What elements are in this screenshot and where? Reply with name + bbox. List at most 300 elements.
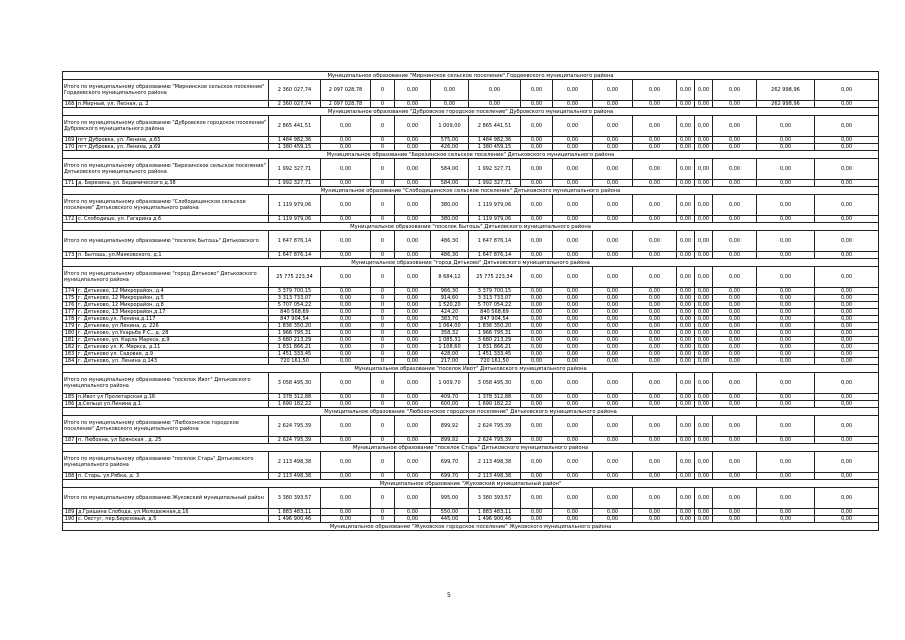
section-header: Муниципальное образование "Слободищенское сельское поселение" Дятьковского муниципального района [63, 187, 879, 195]
row-number: 179 [63, 323, 77, 330]
total-value-cell: 0,00 [713, 452, 757, 473]
row-value-cell: 0,00 [757, 295, 815, 302]
row-value-cell: 0,00 [321, 337, 371, 344]
total-value-cell: 0,00 [321, 488, 371, 509]
row-value-cell: 5 707 054,22 [469, 302, 521, 309]
total-value-cell: 0,00 [815, 80, 879, 101]
row-value-cell: 0,00 [395, 509, 431, 516]
total-value-cell: 0,00 [695, 231, 713, 252]
total-value-cell: 0 [371, 488, 395, 509]
row-value-cell: 0,00 [757, 180, 815, 187]
page-number: 5 [447, 592, 451, 599]
row-value-cell: 0,00 [695, 330, 713, 337]
row-value-cell: 0,00 [431, 101, 469, 108]
total-value-cell: 0,00 [815, 452, 879, 473]
total-value-cell: 0,00 [815, 373, 879, 394]
row-value-cell: 0,00 [713, 101, 757, 108]
total-value-cell: 0,00 [553, 267, 593, 288]
row-value-cell: 0,00 [677, 509, 695, 516]
row-value-cell: 217,00 [431, 358, 469, 365]
row-value-cell: 1 520,20 [431, 302, 469, 309]
total-value-cell: 0,00 [593, 231, 633, 252]
row-number: 190 [63, 516, 77, 523]
section-header: Муниципальное образование "Жуковский муниципальный район" [63, 480, 879, 488]
section-header-row [63, 365, 879, 373]
row-value-cell: 0,00 [815, 302, 879, 309]
row-value-cell: 0,00 [677, 323, 695, 330]
row-value-cell: 0,00 [695, 101, 713, 108]
total-value-cell: 0,00 [321, 416, 371, 437]
row-number: 183 [63, 351, 77, 358]
row-value-cell: 0,00 [815, 509, 879, 516]
total-value-cell: 2 113 498,38 [269, 452, 321, 473]
section-header: Муниципальное образование "Березинское сельское поселение" Дятьковского муниципального района [63, 151, 879, 159]
total-value-cell: 0,00 [677, 116, 695, 137]
total-value-cell: 0,00 [815, 116, 879, 137]
row-value-cell: 0,00 [757, 288, 815, 295]
table-row [63, 351, 879, 358]
total-value-cell: 3 380 393,57 [469, 488, 521, 509]
row-value-cell: 0,00 [815, 323, 879, 330]
row-value-cell: 0,00 [521, 437, 553, 444]
row-value-cell: 0,00 [677, 309, 695, 316]
row-value-cell: 0,00 [713, 137, 757, 144]
row-value-cell: 0,00 [757, 302, 815, 309]
row-value-cell: 0,00 [395, 473, 431, 480]
row-value-cell: 0,00 [713, 358, 757, 365]
row-value-cell: 0,00 [321, 252, 371, 259]
row-value-cell: 486,30 [431, 252, 469, 259]
row-value-cell: 0,00 [593, 144, 633, 151]
row-value-cell: 0 [371, 252, 395, 259]
row-value-cell: 0,00 [321, 316, 371, 323]
section-header: Муниципальное образование "Мирнинское сельское поселение" Гордеевского муниципального района [63, 72, 879, 80]
row-value-cell: 0,00 [521, 216, 553, 223]
register-body [63, 72, 879, 531]
row-value-cell: 0,00 [521, 323, 553, 330]
total-value-cell: 584,00 [431, 159, 469, 180]
row-value-cell: 0,00 [633, 316, 677, 323]
row-value-cell: 0,00 [677, 516, 695, 523]
table-row [63, 137, 879, 144]
total-value-cell: 0,00 [695, 195, 713, 216]
row-value-cell: 0,00 [553, 144, 593, 151]
total-value-cell: 2 865 441,51 [269, 116, 321, 137]
row-value-cell: 0,00 [593, 323, 633, 330]
row-value-cell: 0,00 [633, 323, 677, 330]
total-value-cell: 0,00 [695, 373, 713, 394]
total-label: Итого по муниципальному образованию "поселок Ивот" Дятьковского муниципального района [63, 373, 269, 394]
row-value-cell: 0,00 [395, 216, 431, 223]
row-value-cell: 0,00 [321, 394, 371, 401]
row-value-cell: 0,00 [633, 516, 677, 523]
row-value-cell: 0,00 [521, 288, 553, 295]
row-value-cell: 1 380 459,15 [269, 144, 321, 151]
row-address: д.Гришина Слобода, ул.Молодежная,д.16 [77, 509, 269, 516]
row-value-cell: 0,00 [521, 252, 553, 259]
row-value-cell: 0,00 [677, 351, 695, 358]
row-value-cell: 0,00 [695, 337, 713, 344]
total-label: Итого по муниципальному образованию "Слободищенское сельское поселение" Дятьковского муниципального района [63, 195, 269, 216]
row-value-cell: 0,00 [815, 295, 879, 302]
total-value-cell: 0,00 [321, 452, 371, 473]
total-value-cell: 0,00 [757, 159, 815, 180]
row-value-cell: 1 484 982,36 [269, 137, 321, 144]
row-value-cell: 0,00 [695, 473, 713, 480]
row-value-cell: 0,00 [553, 351, 593, 358]
row-value-cell: 0,00 [713, 216, 757, 223]
row-number: 175 [63, 295, 77, 302]
row-address: с. Овстуг, пер.Березовый, д.5 [77, 516, 269, 523]
table-row [63, 344, 879, 351]
section-header-row [63, 223, 879, 231]
total-value-cell: 0,00 [757, 452, 815, 473]
row-value-cell: 0,00 [757, 401, 815, 408]
total-value-cell: 0,00 [593, 80, 633, 101]
table-row [63, 316, 879, 323]
row-value-cell: 0,00 [633, 394, 677, 401]
row-value-cell: 0,00 [677, 288, 695, 295]
row-value-cell: 1 380 459,15 [469, 144, 521, 151]
total-value-cell: 0,00 [395, 116, 431, 137]
row-value-cell: 0,00 [593, 516, 633, 523]
row-value-cell: 0,00 [633, 216, 677, 223]
table-row [63, 509, 879, 516]
row-value-cell: 0,00 [713, 252, 757, 259]
row-value-cell: 0,00 [321, 216, 371, 223]
row-value-cell: 0,00 [593, 252, 633, 259]
row-value-cell: 0,00 [321, 323, 371, 330]
row-value-cell: 0,00 [677, 316, 695, 323]
row-number: 176 [63, 302, 77, 309]
row-value-cell: 0,00 [695, 309, 713, 316]
total-value-cell: 0,00 [757, 416, 815, 437]
row-value-cell: 0 [371, 509, 395, 516]
row-value-cell: 0,00 [633, 509, 677, 516]
row-value-cell: 840 568,69 [269, 309, 321, 316]
row-number: 177 [63, 309, 77, 316]
row-value-cell: 0,00 [321, 330, 371, 337]
row-value-cell: 358,32 [431, 330, 469, 337]
row-value-cell: 0 [371, 288, 395, 295]
row-value-cell: 0 [371, 180, 395, 187]
row-address: с. Слободище, ул. Гагарина д.6 [77, 216, 269, 223]
total-value-cell: 0,00 [757, 195, 815, 216]
row-value-cell: 1 966 795,31 [269, 330, 321, 337]
total-value-cell: 0,00 [593, 267, 633, 288]
row-value-cell: 1 647 876,14 [469, 252, 521, 259]
row-value-cell: 0,00 [321, 509, 371, 516]
row-value-cell: 1 883 483,11 [269, 509, 321, 516]
total-value-cell: 2 624 795,39 [269, 416, 321, 437]
row-value-cell: 0,00 [521, 351, 553, 358]
row-value-cell: 1 119 979,06 [269, 216, 321, 223]
total-value-cell: 0,00 [633, 416, 677, 437]
table-row [63, 309, 879, 316]
total-value-cell: 1 992 327,71 [269, 159, 321, 180]
row-value-cell: 3 680 213,29 [269, 337, 321, 344]
total-value-cell: 0,00 [521, 80, 553, 101]
row-value-cell: 424,20 [431, 309, 469, 316]
row-value-cell: 0,00 [321, 401, 371, 408]
row-value-cell: 0,00 [395, 337, 431, 344]
total-value-cell: 0,00 [757, 267, 815, 288]
row-value-cell: 0,00 [713, 394, 757, 401]
total-label: Итого по муниципальному образованию "город Дятьково" Дятьковского муниципального района [63, 267, 269, 288]
row-address: г. Дятьково, ул Ленина, д. 226 [77, 323, 269, 330]
table-row [63, 401, 879, 408]
row-value-cell: 0,00 [321, 137, 371, 144]
row-value-cell: 1 831 866,21 [469, 344, 521, 351]
row-value-cell: 0,00 [713, 180, 757, 187]
row-value-cell: 0,00 [695, 351, 713, 358]
total-value-cell: 3 058 495,30 [269, 373, 321, 394]
total-value-cell: 0,00 [713, 116, 757, 137]
row-value-cell: 0,00 [521, 144, 553, 151]
row-value-cell: 0,00 [395, 358, 431, 365]
total-value-cell: 0,00 [677, 416, 695, 437]
row-value-cell: 0,00 [593, 330, 633, 337]
total-value-cell: 0,00 [321, 159, 371, 180]
total-value-cell: 0,00 [321, 116, 371, 137]
row-value-cell: 1 378 312,88 [269, 394, 321, 401]
total-value-cell: 0,00 [395, 195, 431, 216]
row-value-cell: 0,00 [815, 180, 879, 187]
row-value-cell: 428,00 [431, 351, 469, 358]
row-value-cell: 0,00 [677, 473, 695, 480]
total-value-cell: 0,00 [757, 488, 815, 509]
total-value-cell: 0,00 [321, 195, 371, 216]
table-row [63, 323, 879, 330]
total-value-cell: 3 380 393,57 [269, 488, 321, 509]
row-number: 172 [63, 216, 77, 223]
row-value-cell: 0 [371, 344, 395, 351]
row-value-cell: 0,00 [757, 252, 815, 259]
total-value-cell: 0,00 [757, 373, 815, 394]
row-value-cell: 0,00 [695, 295, 713, 302]
total-value-cell: 0,00 [633, 195, 677, 216]
row-value-cell: 1 831 866,21 [269, 344, 321, 351]
row-value-cell: 0,00 [633, 330, 677, 337]
total-value-cell: 0,00 [593, 195, 633, 216]
row-value-cell: 1 883 483,11 [469, 509, 521, 516]
total-value-cell: 0,00 [815, 267, 879, 288]
row-address: д. Березина, ул. Бедамического д.38 [77, 180, 269, 187]
section-header-row [63, 187, 879, 195]
total-value-cell: 1 992 327,71 [469, 159, 521, 180]
row-number: 168 [63, 101, 77, 108]
row-value-cell: 2 113 498,38 [469, 473, 521, 480]
row-value-cell: 0,00 [713, 309, 757, 316]
row-value-cell: 0,00 [395, 252, 431, 259]
total-label: Итого по муниципальному образованию "поселок Старь" Дятьковского муниципального района [63, 452, 269, 473]
row-value-cell: 0,00 [521, 302, 553, 309]
total-value-cell: 1 647 876,14 [269, 231, 321, 252]
row-value-cell: 699,70 [431, 473, 469, 480]
row-value-cell: 0,00 [633, 344, 677, 351]
total-value-cell: 0 [371, 195, 395, 216]
row-value-cell: 0,00 [695, 509, 713, 516]
row-value-cell: 0,00 [677, 101, 695, 108]
row-address: г. Дятьково,ул. Ленина,д.117 [77, 316, 269, 323]
row-value-cell: 0,00 [815, 330, 879, 337]
row-number: 174 [63, 288, 77, 295]
row-value-cell: 0,00 [713, 516, 757, 523]
total-value-cell: 0,00 [713, 231, 757, 252]
row-value-cell: 0,00 [695, 216, 713, 223]
row-value-cell: 0,00 [815, 288, 879, 295]
row-value-cell: 0,00 [757, 330, 815, 337]
total-value-cell: 25 775 223,34 [269, 267, 321, 288]
row-value-cell: 0,00 [757, 216, 815, 223]
row-value-cell: 0,00 [815, 309, 879, 316]
total-value-cell: 0,00 [395, 267, 431, 288]
section-total-row [63, 231, 879, 252]
table-row [63, 302, 879, 309]
section-total-row [63, 373, 879, 394]
row-value-cell: 0,00 [757, 509, 815, 516]
total-value-cell: 0 [371, 452, 395, 473]
row-value-cell: 0 [371, 394, 395, 401]
row-address: п.Ивот ул Пролетарская д.16 [77, 394, 269, 401]
row-value-cell: 0,00 [757, 316, 815, 323]
row-value-cell: 0,00 [321, 144, 371, 151]
row-value-cell: 1 647 876,14 [269, 252, 321, 259]
row-value-cell: 0,00 [553, 437, 593, 444]
row-number: 189 [63, 509, 77, 516]
row-value-cell: 0,00 [395, 394, 431, 401]
table-row [63, 437, 879, 444]
row-value-cell: 0,00 [469, 101, 521, 108]
row-value-cell: 550,00 [431, 509, 469, 516]
total-value-cell: 0,00 [593, 452, 633, 473]
row-value-cell: 0,00 [677, 330, 695, 337]
total-label: Итого по муниципальному образованию "Мирнинское сельское поселение" Гордеевского муниципального района [63, 80, 269, 101]
table-row [63, 101, 879, 108]
row-address: г. Дятьково, 12 Микрорайон, д.8 [77, 302, 269, 309]
row-value-cell: 0,00 [757, 473, 815, 480]
row-value-cell: 1 690 182,22 [269, 401, 321, 408]
row-value-cell: 0,00 [633, 144, 677, 151]
row-value-cell: 0,00 [633, 473, 677, 480]
row-value-cell: 0,00 [757, 323, 815, 330]
row-value-cell: 0,00 [521, 337, 553, 344]
row-number: 182 [63, 344, 77, 351]
row-value-cell: 0,00 [521, 330, 553, 337]
row-value-cell: 2 624 795,39 [269, 437, 321, 444]
total-value-cell: 0,00 [553, 488, 593, 509]
row-number: 180 [63, 330, 77, 337]
row-value-cell: 0,00 [815, 337, 879, 344]
register-table [62, 71, 879, 531]
row-value-cell: 0,00 [521, 137, 553, 144]
row-value-cell: 0,00 [395, 288, 431, 295]
total-value-cell: 0,00 [553, 159, 593, 180]
row-value-cell: 0,00 [593, 437, 633, 444]
total-value-cell: 0,00 [713, 80, 757, 101]
total-value-cell: 0,00 [713, 159, 757, 180]
row-value-cell: 0,00 [553, 394, 593, 401]
row-value-cell: 0,00 [695, 144, 713, 151]
row-value-cell: 0,00 [521, 316, 553, 323]
total-value-cell: 0,00 [521, 159, 553, 180]
row-value-cell: 2 360 027,74 [269, 101, 321, 108]
total-value-cell: 0,00 [713, 373, 757, 394]
row-value-cell: 0,00 [815, 316, 879, 323]
row-value-cell: 0,00 [395, 302, 431, 309]
row-value-cell: 0,00 [395, 101, 431, 108]
total-value-cell: 0,00 [593, 373, 633, 394]
row-value-cell: 0,00 [593, 180, 633, 187]
section-header-row [63, 259, 879, 267]
row-value-cell: 0,00 [677, 437, 695, 444]
total-value-cell: 1 009,70 [431, 373, 469, 394]
row-value-cell: 0,00 [321, 302, 371, 309]
row-value-cell: 0,00 [395, 401, 431, 408]
row-number: 169 [63, 137, 77, 144]
row-value-cell: 0 [371, 337, 395, 344]
row-value-cell: 0,00 [553, 337, 593, 344]
row-value-cell: 1 836 350,20 [469, 323, 521, 330]
row-value-cell: 0 [371, 144, 395, 151]
row-address: г. Дятьково, ул.Ухарьба Р.С., д. 28 [77, 330, 269, 337]
table-row [63, 180, 879, 187]
total-value-cell: 0,00 [815, 159, 879, 180]
row-number: 171 [63, 180, 77, 187]
row-value-cell: 0 [371, 137, 395, 144]
row-value-cell: 0 [371, 216, 395, 223]
row-value-cell: 0,00 [633, 358, 677, 365]
total-value-cell: 2 360 027,74 [269, 80, 321, 101]
row-value-cell: 0,00 [633, 101, 677, 108]
row-value-cell: 0 [371, 358, 395, 365]
row-value-cell: 0 [371, 473, 395, 480]
row-value-cell: 0,00 [593, 316, 633, 323]
section-header-row [63, 151, 879, 159]
row-value-cell: 0,00 [553, 509, 593, 516]
row-value-cell: 0,00 [553, 180, 593, 187]
row-address: п. Старь, ул.Рябка, д. 3 [77, 473, 269, 480]
total-value-cell: 0,00 [553, 416, 593, 437]
row-value-cell: 0,00 [677, 358, 695, 365]
total-label: Итого по муниципальному образованию "Любохонское городское поселение" Дятьковского муниципального района [63, 416, 269, 437]
row-value-cell: 0,00 [321, 358, 371, 365]
row-value-cell: 0,00 [815, 144, 879, 151]
row-value-cell: 0,00 [395, 344, 431, 351]
row-value-cell: 0,00 [633, 351, 677, 358]
row-number: 181 [63, 337, 77, 344]
total-value-cell: 0,00 [677, 195, 695, 216]
row-value-cell: 0,00 [713, 337, 757, 344]
row-value-cell: 584,00 [431, 180, 469, 187]
row-value-cell: 0,00 [633, 401, 677, 408]
row-value-cell: 409,70 [431, 394, 469, 401]
total-value-cell: 0,00 [695, 452, 713, 473]
row-value-cell: 0,00 [521, 180, 553, 187]
row-value-cell: 0,00 [593, 509, 633, 516]
row-value-cell: 1 378 312,88 [469, 394, 521, 401]
row-value-cell: 0,00 [713, 316, 757, 323]
row-value-cell: 0,00 [757, 394, 815, 401]
row-number: 186 [63, 401, 77, 408]
row-value-cell: 899,92 [431, 437, 469, 444]
row-value-cell: 0,00 [593, 302, 633, 309]
total-value-cell: 0,00 [633, 159, 677, 180]
row-value-cell: 445,00 [431, 516, 469, 523]
total-value-cell: 0,00 [713, 488, 757, 509]
row-value-cell: 0,00 [757, 437, 815, 444]
row-value-cell: 0,00 [815, 101, 879, 108]
